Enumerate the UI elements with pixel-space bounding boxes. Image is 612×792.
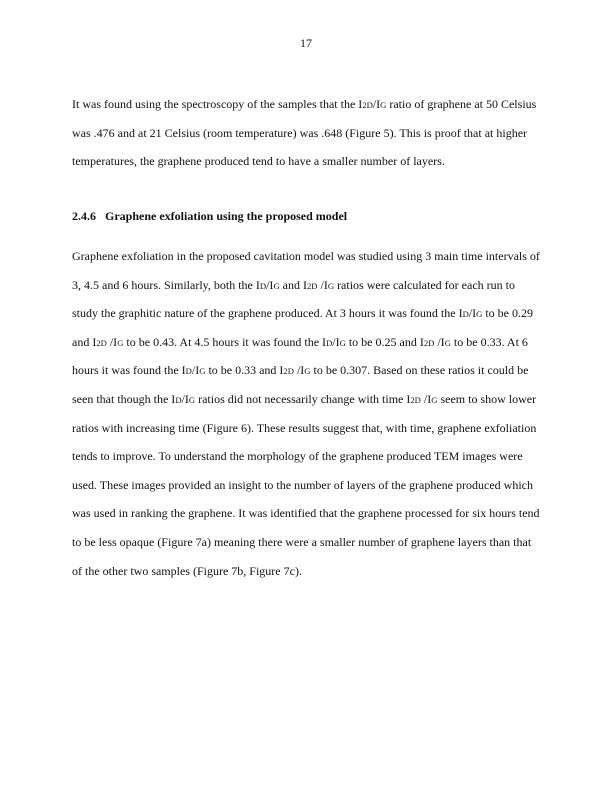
subscript: D <box>259 280 267 291</box>
text-line: of the other two samples (Figure 7b, Figure 7c). <box>72 563 302 578</box>
text-line: and I2D /IG to be 0.43. At 4.5 hours it was found the ID/IG to be 0.25 and I2D /IG to be 0.33. At 6 <box>72 334 528 349</box>
subscript: G <box>431 394 438 405</box>
text-line: was .476 and at 21 Celsius (room temperature) was .648 (Figure 5). This is proof that at higher <box>72 125 528 140</box>
subscript: 2D <box>410 394 421 405</box>
text-line: Graphene exfoliation in the proposed cavitation model was studied using 3 main time intervals of <box>72 249 540 263</box>
subscript: D <box>175 394 182 405</box>
text-line: seen that though the ID/IG ratios did not necessarily change with time I2D /IG seem to show lower <box>72 391 537 406</box>
subscript: G <box>476 309 483 320</box>
page-number: 17 <box>300 36 312 50</box>
text-line: study the graphitic nature of the graphene produced. At 3 hours it was found the ID/IG to be 0.29 <box>72 306 534 321</box>
subscript: G <box>339 337 346 348</box>
text-line: tends to improve. To understand the morphology of the graphene produced TEM images were <box>72 449 523 464</box>
text-line: used. These images provided an insight to the number of layers of the graphene produced which <box>72 477 533 492</box>
section-title: Graphene exfoliation using the proposed model <box>105 209 348 223</box>
subscript: G <box>304 366 311 377</box>
text-line: hours it was found the ID/IG to be 0.33 and I2D /IG to be 0.307. Based on these ratios it could be <box>72 363 529 378</box>
subscript: 2D <box>423 337 435 348</box>
subscript: 2D <box>96 337 107 348</box>
subscript: G <box>188 394 196 405</box>
subscript: D <box>326 337 333 348</box>
text-line: temperatures, the graphene produced tend to have a smaller number of layers. <box>72 154 445 169</box>
subscript: 2D <box>306 280 318 291</box>
paragraph-spectroscopy-results <box>72 90 542 176</box>
section-heading <box>72 202 347 230</box>
text-line: It was found using the spectroscopy of the samples that the I2D/IG ratio of graphene at 50 Celsius <box>72 97 537 111</box>
subscript: G <box>199 366 206 377</box>
subscript: G <box>327 280 335 291</box>
paragraph-exfoliation-model <box>72 242 542 585</box>
text-line: was used in ranking the graphene. It was identified that the graphene processed for six hours tend <box>72 506 540 521</box>
text-line: ratios with increasing time (Figure 6). These results suggest that, with time, graphene exfoliation <box>72 420 537 435</box>
text-line: to be less opaque (Figure 7a) meaning there were a smaller number of graphene layers than that <box>72 534 532 549</box>
subscript: 2D <box>283 366 294 377</box>
text-line: 3, 4.5 and 6 hours. Similarly, both the ID/IG and I2D /IG ratios were calculated for each run to <box>72 277 515 292</box>
subscript: G <box>117 337 124 348</box>
subscript: D <box>462 309 469 320</box>
subscript: 2D <box>362 100 373 110</box>
subscript: D <box>185 366 192 377</box>
subscript: G <box>444 337 451 348</box>
section-number: 2.4.6 <box>72 209 96 223</box>
subscript: G <box>273 280 280 291</box>
subscript: G <box>380 100 387 110</box>
